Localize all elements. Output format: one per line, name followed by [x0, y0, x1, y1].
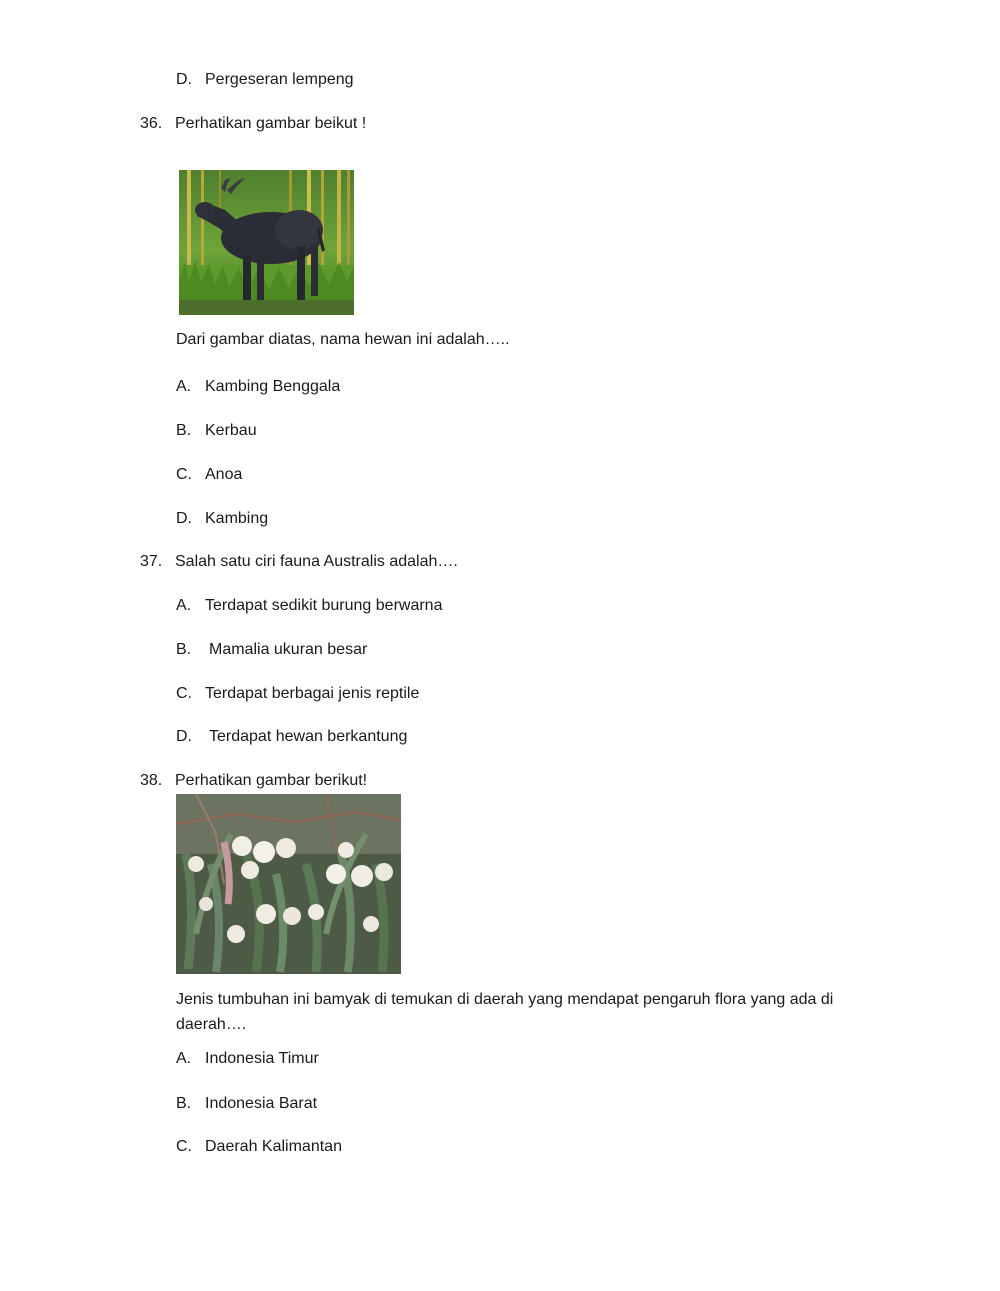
option-text: Mamalia ukuran besar	[209, 641, 368, 658]
question-number: 38.	[140, 772, 163, 789]
eucalyptus-image	[176, 794, 401, 974]
option-text: Kambing Benggala	[205, 378, 341, 395]
option-letter: A.	[176, 1050, 192, 1067]
question-text: Perhatikan gambar berikut!	[175, 772, 368, 789]
question-text: Perhatikan gambar beikut !	[175, 115, 367, 132]
option-text: Kambing	[205, 510, 269, 527]
option-letter: D.	[176, 71, 192, 88]
option-text: Kerbau	[205, 422, 257, 439]
option-text: Terdapat berbagai jenis reptile	[205, 685, 420, 702]
option-letter: D.	[176, 728, 192, 745]
prompt-text: Dari gambar diatas, nama hewan ini adalah…..	[176, 331, 510, 348]
option-letter: A.	[176, 378, 192, 395]
option-letter: B.	[176, 422, 192, 439]
question-number: 37.	[140, 553, 163, 570]
option-letter: D.	[176, 510, 192, 527]
option-text: Terdapat sedikit burung berwarna	[205, 597, 443, 614]
question-38-prompt: Jenis tumbuhan ini bamyak di temukan di daerah yang mendapat pengaruh flora yang ada di daerah….	[176, 991, 834, 1033]
option-letter: C.	[176, 685, 192, 702]
anoa-image	[179, 170, 354, 315]
option-letter: C.	[176, 1138, 192, 1155]
option-text: Daerah Kalimantan	[205, 1138, 342, 1155]
option-letter: C.	[176, 466, 192, 483]
option-text: Indonesia Barat	[205, 1095, 318, 1112]
question-number: 36.	[140, 115, 163, 132]
question-text: Salah satu ciri fauna Australis adalah….	[175, 553, 458, 570]
option-text: Terdapat hewan berkantung	[209, 728, 408, 745]
option-text: Indonesia Timur	[205, 1050, 319, 1067]
option-letter: B.	[176, 1095, 192, 1112]
option-text: Pergeseran lempeng	[205, 71, 354, 88]
option-letter: A.	[176, 597, 192, 614]
option-text: Anoa	[205, 466, 243, 483]
option-letter: B.	[176, 641, 192, 658]
